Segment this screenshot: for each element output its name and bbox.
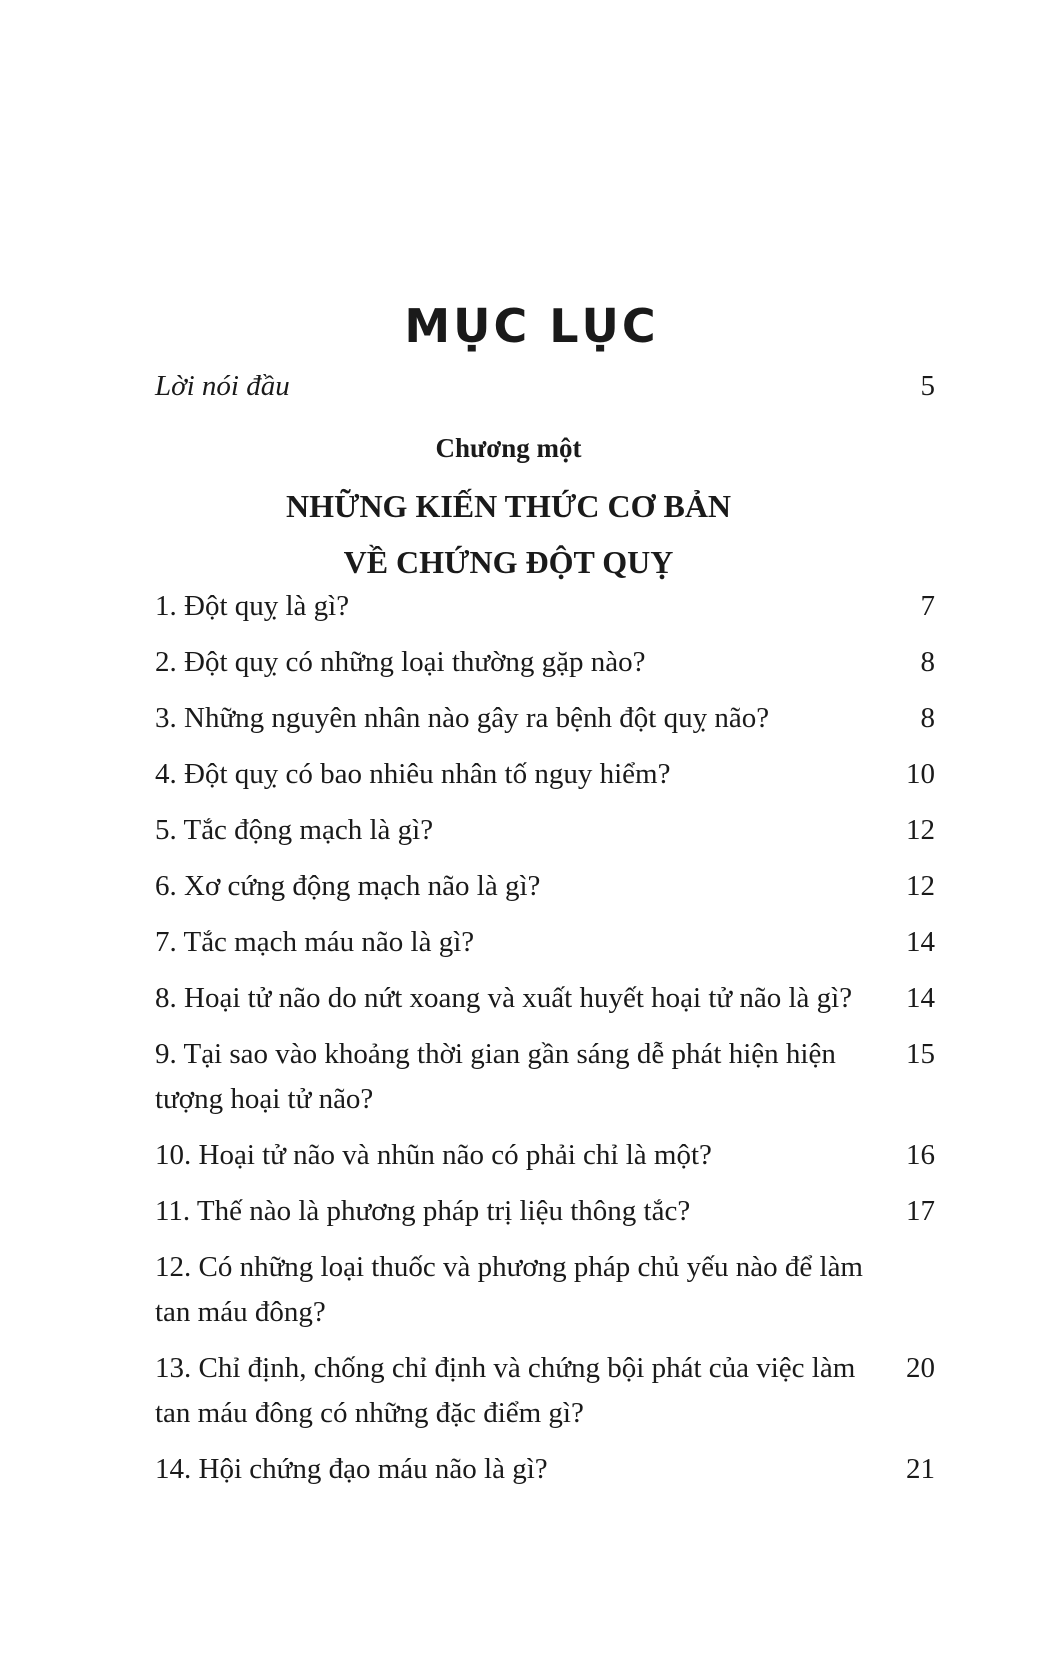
toc-entry (155, 920, 935, 965)
chapter-title (0, 478, 1017, 590)
toc-entry-page: 15 (906, 1038, 935, 1070)
toc-entry (155, 696, 935, 741)
toc-entry-page: 21 (906, 1453, 935, 1485)
toc-entry-preface (155, 364, 935, 408)
toc-entry-page: 10 (906, 758, 935, 790)
toc-entry-title: 5. Tắc động mạch là gì? (155, 814, 434, 846)
toc-entry-title: 10. Hoại tử não và nhũn não có phải chỉ là một? (155, 1139, 712, 1171)
toc-entry-page: 20 (906, 1352, 935, 1384)
toc-entry-title: 12. Có những loại thuốc và phương pháp chủ yếu nào để làm tan máu đông? (155, 1251, 863, 1328)
toc-entry-page: 16 (906, 1139, 935, 1171)
toc-entry-page: 14 (906, 926, 935, 958)
chapter-label: Chương một (435, 433, 582, 463)
preface-label: Lời nói đầu (155, 370, 290, 402)
toc-entry (155, 1189, 935, 1234)
toc-entry-page: 8 (920, 702, 935, 734)
toc-entry-title: 14. Hội chứng đạo máu não là gì? (155, 1453, 548, 1485)
toc-entry-page: 12 (906, 870, 935, 902)
toc-entry-title: 3. Những nguyên nhân nào gây ra bệnh đột quỵ não? (155, 702, 770, 734)
toc-entry-page: 7 (920, 590, 935, 622)
toc-entry (155, 640, 935, 685)
toc-entry-page: 17 (906, 1195, 935, 1227)
toc-entry-title: 9. Tại sao vào khoảng thời gian gần sáng dễ phát hiện hiện tượng hoại tử não? (155, 1038, 836, 1115)
toc-entry (155, 976, 935, 1021)
toc-entry (155, 584, 935, 629)
toc-entry (155, 1245, 935, 1335)
toc-entry-title: 13. Chỉ định, chống chỉ định và chứng bội phát của việc làm tan máu đông có những đặc điểm gì? (155, 1352, 856, 1429)
toc-entry-title: 7. Tắc mạch máu não là gì? (155, 926, 475, 958)
toc-entry-page: 8 (920, 646, 935, 678)
toc-entry-title: 2. Đột quỵ có những loại thường gặp nào? (155, 646, 646, 678)
toc-entry-page: 14 (906, 982, 935, 1014)
chapter-title-line-2: VỀ CHỨNG ĐỘT QUỴ (343, 544, 674, 580)
toc-entry-title: 8. Hoại tử não do nứt xoang và xuất huyết hoại tử não là gì? (155, 982, 853, 1014)
toc-entry (155, 864, 935, 909)
page-title: MỤC LỤC (404, 299, 659, 353)
toc-entry-title: 4. Đột quỵ có bao nhiêu nhân tố nguy hiểm? (155, 758, 671, 790)
table-of-contents (155, 584, 935, 1503)
toc-entry (155, 1346, 935, 1436)
toc-entry (155, 1447, 935, 1492)
toc-entry-page: 12 (906, 814, 935, 846)
toc-entry (155, 1032, 935, 1122)
toc-entry (155, 752, 935, 797)
toc-entry-title: 1. Đột quỵ là gì? (155, 590, 350, 622)
toc-entry-title: 11. Thế nào là phương pháp trị liệu thông tắc? (155, 1195, 691, 1227)
toc-entry-title: 6. Xơ cứng động mạch não là gì? (155, 870, 541, 902)
toc-entry (155, 1133, 935, 1178)
preface-page-number: 5 (920, 370, 935, 402)
chapter-title-line-1: NHỮNG KIẾN THỨC CƠ BẢN (285, 488, 732, 524)
toc-entry (155, 808, 935, 853)
